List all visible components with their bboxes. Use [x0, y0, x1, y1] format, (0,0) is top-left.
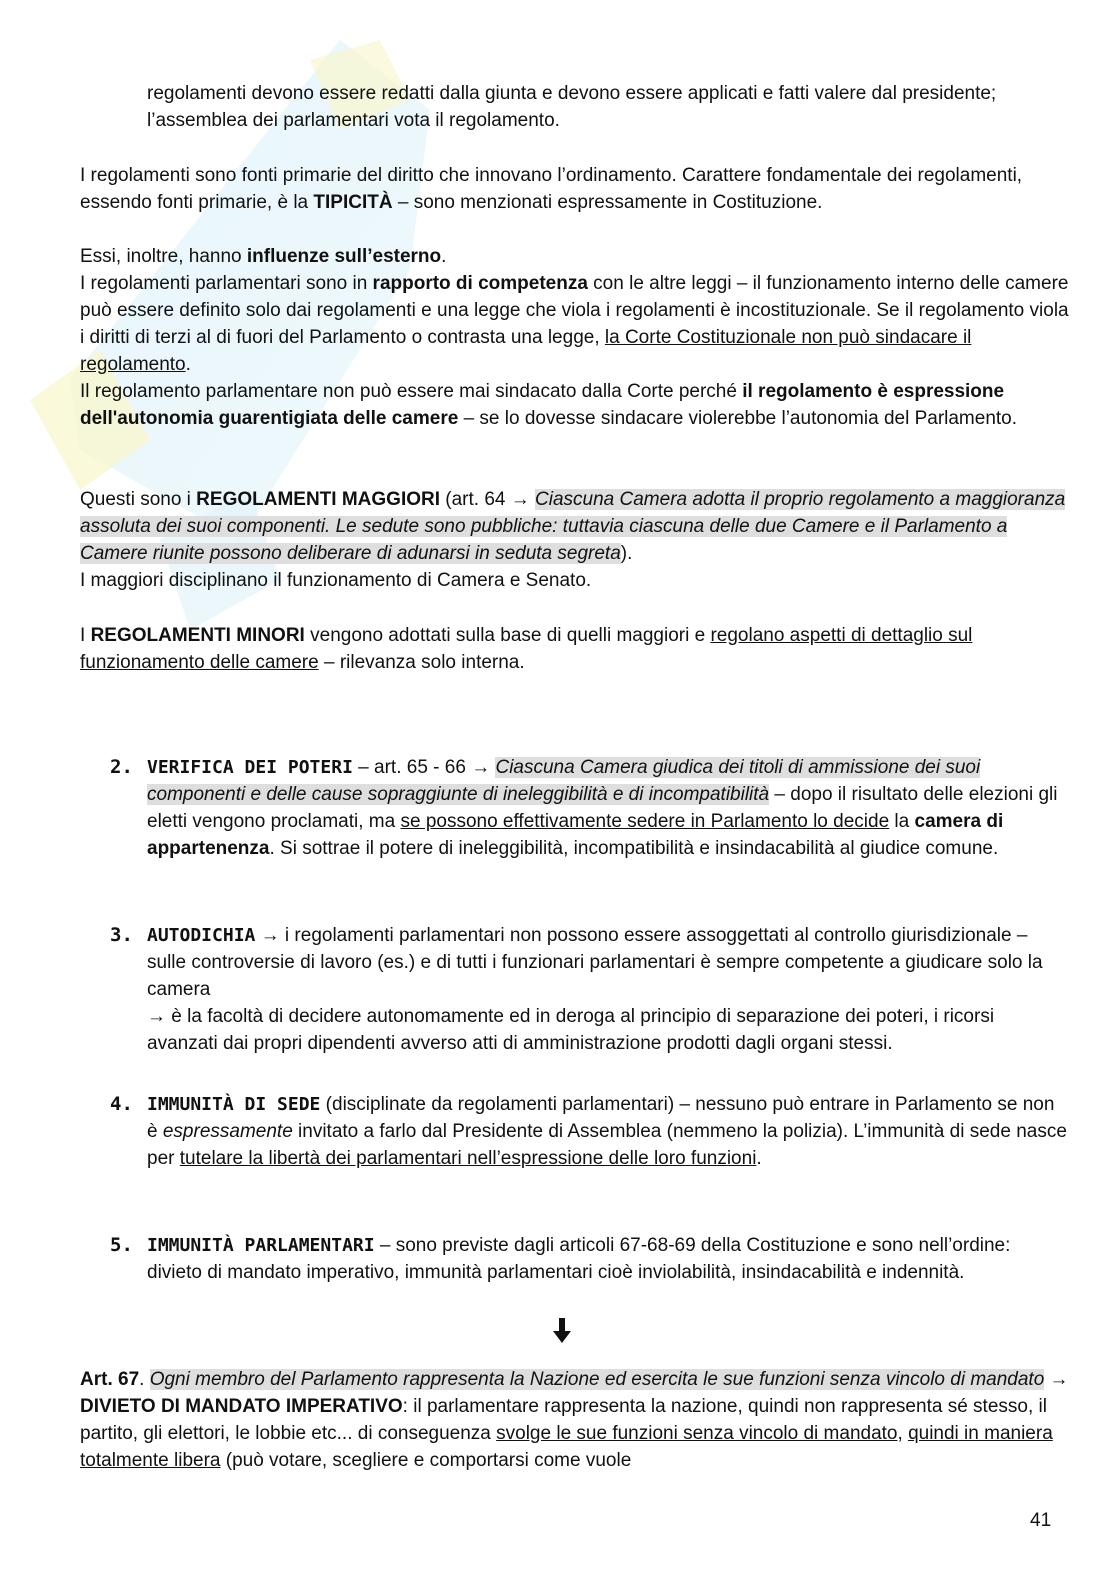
text-span: I: [80, 625, 91, 646]
text-span: Il regolamento parlamentare non può essere mai sindacato dalla Corte perché: [80, 381, 743, 402]
list-number-2: 2.: [110, 756, 133, 778]
bold-term-tipicita: TIPICITÀ: [313, 192, 393, 213]
text-span: I regolamenti sono fonti primarie del diritto che innovano l’ordinamento. Carattere fondamentale dei regolamenti, essendo fonti primarie, è la: [80, 165, 1023, 213]
paragraph-regolamenti-minori: [80, 622, 1070, 676]
paragraph-regolamenti-giunta: [147, 80, 1067, 134]
list-number-3: 3.: [110, 924, 133, 946]
text-span: →: [1044, 1369, 1069, 1390]
item-heading: VERIFICA DEI POTERI: [147, 757, 353, 778]
item-heading: IMMUNITÀ PARLAMENTARI: [147, 1235, 375, 1256]
text-span: (art. 64 →: [440, 489, 536, 510]
text-span: con le altre leggi – il funzionamento interno delle camere può essere definito solo dai regolamenti e una legge che viola i regolamenti è incostituzionale. Se il regolamento viola i diritti di terzi al di fuori del Parlamento o contrasta una legge,: [80, 273, 1069, 348]
text-span: → i regolamenti parlamentari non possono essere assoggettati al controllo giurisdizionale – sulle controversie di lavoro (es.) e di tutti i funzionari parlamentari è sempre competente a giudicare solo la camera: [147, 925, 1043, 1000]
list-item-autodichia: [147, 922, 1067, 1057]
text-span: (disciplinate da regolamenti parlamentari) – nessuno può entrare in Parlamento se non è: [147, 1094, 1055, 1142]
underlined-text: svolge le sue funzioni senza vincolo di mandato: [496, 1423, 898, 1444]
text-span: . Si sottrae il potere di ineleggibilità, incompatibilità e insindacabilità al giudice comune.: [269, 838, 999, 859]
text-span: – sono previste dagli articoli 67-68-69 della Costituzione e sono nell’ordine: divieto di mandato imperativo, immunità parlamentari cioè inviolabilità, insindacabilità e indennità.: [147, 1235, 1011, 1283]
item-heading: IMMUNITÀ DI SEDE: [147, 1094, 321, 1115]
highlighted-quote-art64: Ciascuna Camera adotta il proprio regolamento a maggioranza assoluta dei suoi componenti. Le sedute sono pubbliche: tuttavia ciascuna delle due Camere e il Parlamento a Camere riunite possono deliberare di adunarsi in seduta segreta: [80, 489, 1066, 564]
text-span: : il parlamentare rappresenta la nazione, quindi non rappresenta sé stesso, il partito, gli elettori, le lobbie etc... di conseguenza: [80, 1396, 1047, 1444]
text-span: Questi sono i: [80, 489, 197, 510]
bold-term-minori: REGOLAMENTI MINORI: [90, 625, 305, 646]
list-item-immunita-parlamentari: [147, 1232, 1067, 1286]
highlighted-quote-art65: Ciascuna Camera giudica dei titoli di ammissione dei suoi componenti e delle cause sopraggiunte di ineleggibilità e di incompatibilità: [147, 757, 981, 805]
text-span: invitato a farlo dal Presidente di Assemblea (nemmeno la polizia). L’immunità di sede nasce per: [147, 1121, 1067, 1169]
text-span: ).: [620, 543, 633, 564]
bold-term-art67: Art. 67: [80, 1369, 140, 1390]
item-heading: AUTODICHIA: [147, 925, 256, 946]
text-span: la: [889, 811, 915, 832]
highlighted-quote-art67: Ogni membro del Parlamento rappresenta la Nazione ed esercita le sue funzioni senza vincolo di mandato: [149, 1369, 1045, 1390]
underlined-text: tutelare la libertà dei parlamentari nell’espressione delle loro funzioni: [179, 1148, 757, 1169]
italic-text: espressamente: [162, 1121, 293, 1142]
paragraph-fonti-primarie: [80, 162, 1070, 216]
text-span: I regolamenti parlamentari sono in: [80, 273, 373, 294]
bold-term-autonomia: il regolamento è espressione dell'autonomia guarentigiata delle camere: [80, 381, 1005, 429]
bold-term-camera: camera di appartenenza: [147, 811, 1004, 859]
text-span: – sono menzionati espressamente in Costituzione.: [392, 192, 823, 213]
list-item-verifica-poteri: [147, 754, 1067, 862]
bold-term-influenze: influenze sull’esterno: [246, 246, 442, 267]
paragraph-influenze: [80, 243, 1070, 270]
text-span: vengono adottati sulla base di quelli maggiori e: [304, 625, 711, 646]
text-span: I maggiori disciplinano il funzionamento di Camera e Senato.: [80, 570, 592, 591]
paragraph-rapporto-competenza: [80, 270, 1070, 378]
bold-term-divieto: DIVIETO DI MANDATO IMPERATIVO: [80, 1396, 403, 1417]
paragraph-maggiori-disciplinano: [80, 567, 1070, 594]
paragraph-autonomia: [80, 378, 1070, 432]
bold-term-rapporto: rapporto di competenza: [372, 273, 588, 294]
text-span: .: [139, 1369, 150, 1390]
underlined-text: regolano aspetti di dettaglio sul funzionamento delle camere: [80, 625, 973, 673]
text-span: .: [756, 1148, 762, 1169]
list-item-immunita-sede: [147, 1091, 1067, 1172]
text-span: (può votare, scegliere e comportarsi come vuole: [220, 1450, 632, 1471]
arrow-down-icon: [552, 1318, 572, 1344]
text-span: Essi, inoltre, hanno: [80, 246, 247, 267]
bold-term-maggiori: REGOLAMENTI MAGGIORI: [196, 489, 440, 510]
text-span: – dopo il risultato delle elezioni gli eletti vengono proclamati, ma: [147, 784, 1058, 832]
list-number-5: 5.: [110, 1234, 133, 1256]
underlined-text: quindi in maniera totalmente libera: [80, 1423, 1053, 1471]
underlined-text: la Corte Costituzionale non può sindacare il regolamento: [80, 327, 972, 375]
text-span: – rilevanza solo interna.: [318, 652, 525, 673]
text-span: .: [441, 246, 447, 267]
text-span: → è la facoltà di decidere autonomamente ed in deroga al principio di separazione dei poteri, i ricorsi avanzati dai propri dipendenti avverso atti di amministrazione prodotti dagli organi stessi.: [147, 1006, 995, 1054]
text-span: regolamenti devono essere redatti dalla giunta e devono essere applicati e fatti valere dal presidente; l’assemblea dei parlamentari vota il regolamento.: [147, 83, 997, 131]
underlined-text: se possono effettivamente sedere in Parlamento lo decide: [400, 811, 890, 832]
text-span: .: [185, 354, 191, 375]
page-number: 41: [1030, 1510, 1052, 1531]
list-number-4: 4.: [110, 1093, 133, 1115]
text-span: – art. 65 - 66 →: [352, 757, 496, 778]
text-span: ,: [897, 1423, 909, 1444]
paragraph-regolamenti-maggiori: [80, 486, 1070, 567]
paragraph-art67: [80, 1366, 1070, 1474]
text-span: – se lo dovesse sindacare violerebbe l’autonomia del Parlamento.: [458, 408, 1018, 429]
